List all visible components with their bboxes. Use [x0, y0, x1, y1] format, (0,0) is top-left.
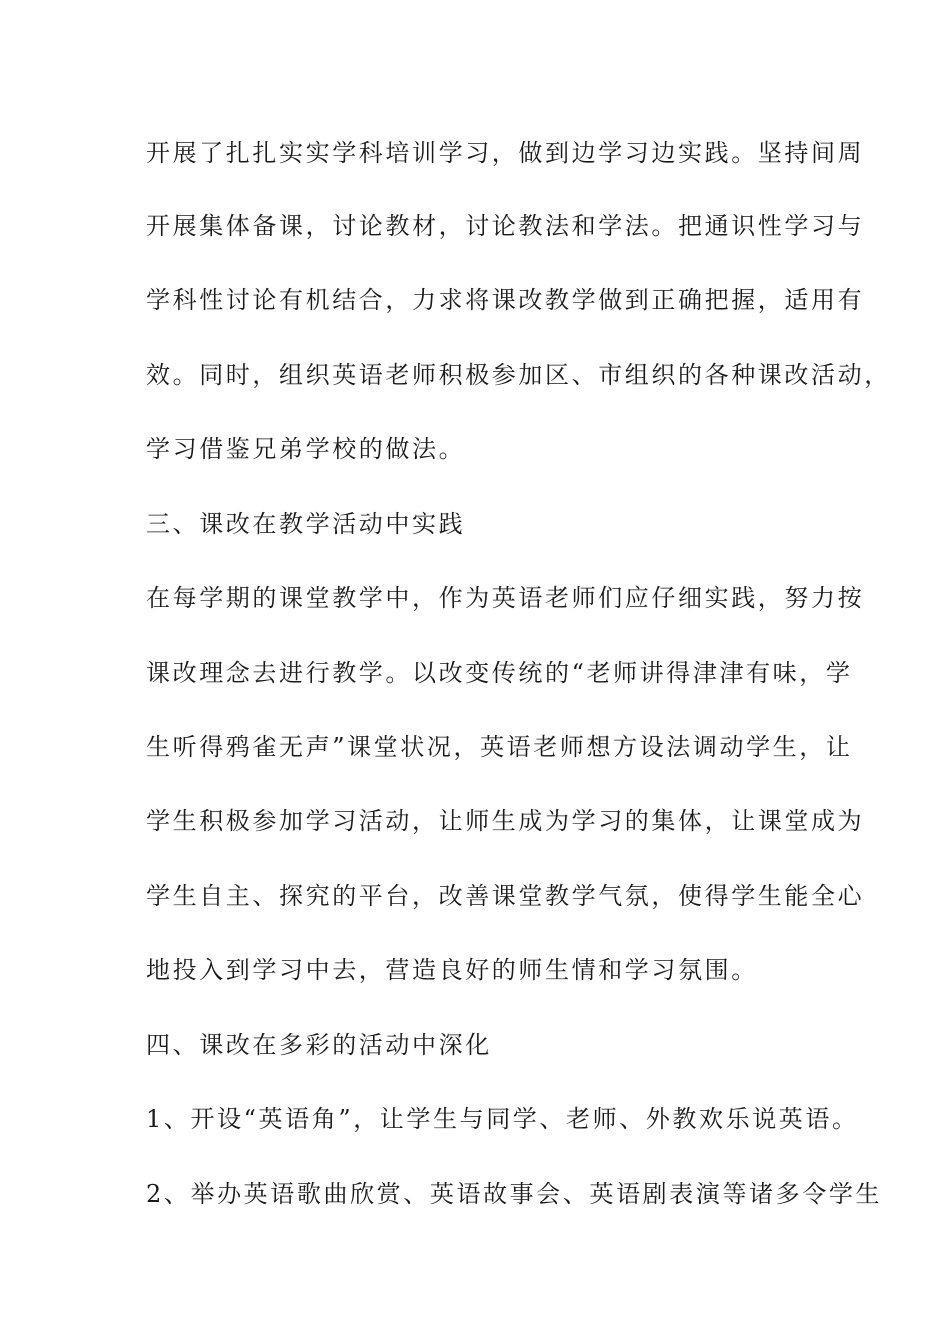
- paragraph-line: 课改理念去进行教学。以改变传统的“老师讲得津津有味，学: [146, 659, 853, 687]
- paragraph-line: 学习借鉴兄弟学校的做法。: [146, 435, 466, 463]
- paragraph-line: 学生积极参加学习活动，让师生成为学习的集体，让课堂成为: [146, 807, 865, 835]
- paragraph-line: 学科性讨论有机结合，力求将课改教学做到正确把握，适用有: [146, 286, 865, 314]
- paragraph-line: 在每学期的课堂教学中，作为英语老师们应仔细实践，努力按: [146, 584, 865, 612]
- list-item: 1、开设“英语角”，让学生与同学、老师、外教欢乐说英语。: [146, 1105, 859, 1133]
- paragraph-line: 开展了扎扎实实学科培训学习，做到边学习边实践。坚持间周: [146, 139, 865, 167]
- list-item: 2、举办英语歌曲欣赏、英语故事会、英语剧表演等诸多令学生: [146, 1180, 883, 1208]
- paragraph-line: 生听得鸦雀无声”课堂状况，英语老师想方设法调动学生，让: [146, 733, 853, 761]
- section-heading: 三、课改在教学活动中实践: [146, 510, 466, 538]
- section-heading: 四、课改在多彩的活动中深化: [146, 1031, 492, 1059]
- paragraph-line: 学生自主、探究的平台，改善课堂教学气氛，使得学生能全心: [146, 882, 865, 910]
- paragraph-line: 效。同时，组织英语老师积极参加区、市组织的各种课改活动，: [146, 361, 891, 389]
- paragraph-line: 开展集体备课，讨论教材，讨论教法和学法。把通识性学习与: [146, 212, 865, 240]
- paragraph-line: 地投入到学习中去，营造良好的师生情和学习氛围。: [146, 956, 758, 984]
